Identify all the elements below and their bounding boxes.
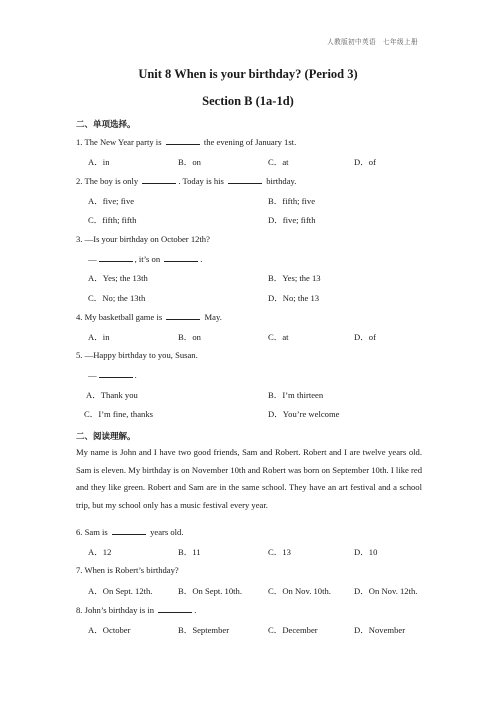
- header-note: 人教版初中英语 七年级上册: [327, 38, 418, 46]
- question-5: [76, 350, 198, 360]
- answer-blank: [166, 136, 200, 145]
- question-8: [76, 604, 196, 615]
- question-4: [76, 311, 222, 322]
- reading-passage: My name is John and I have two good friends, Sam and Robert. Robert and I are twelve years old. Sam is eleven. My birthday is on November 10th and Robert was born on September 10th. I like red and they like green. Robert and Sam are in the same school. They have an art festival and a school trip, but my school only has a music festival every year.: [76, 447, 422, 510]
- question-text: —Is your birthday on October 12th?: [84, 234, 210, 244]
- question-text: birthday.: [266, 176, 297, 186]
- page-title: Unit 8 When is your birthday? (Period 3): [138, 67, 358, 81]
- question-number: 2.: [76, 176, 83, 186]
- option-a: A．five; five: [88, 196, 135, 206]
- answer-blank: [99, 253, 133, 262]
- option-d: D．November: [354, 625, 406, 635]
- option-a: A．in: [88, 157, 110, 167]
- answer-blank: [142, 175, 176, 184]
- question-text: John’s birthday is in: [84, 605, 155, 615]
- question-text: May.: [204, 312, 222, 322]
- answer-blank: [164, 253, 198, 262]
- question-text: .: [194, 605, 197, 615]
- question-text: The boy is only: [84, 176, 139, 186]
- question-number: 3.: [76, 234, 83, 244]
- option-d: D．of: [354, 157, 376, 167]
- option-b: B．11: [178, 547, 201, 557]
- question-text: years old.: [150, 527, 184, 537]
- question-number: 8.: [76, 605, 83, 615]
- page-subtitle: Section B (1a-1d): [202, 94, 294, 108]
- question-text: My basketball game is: [84, 312, 163, 322]
- option-b: B．On Sept. 10th.: [178, 586, 242, 596]
- question-text: the evening of January 1st.: [203, 137, 297, 147]
- dash: —: [88, 370, 97, 380]
- question-2: [76, 175, 296, 186]
- option-a: A．Yes; the 13th: [88, 273, 148, 283]
- option-c: C．I’m fine, thanks: [84, 409, 153, 419]
- option-b: B．on: [178, 332, 201, 342]
- option-b: B．fifth; five: [268, 196, 316, 206]
- answer-blank: [112, 526, 146, 535]
- question-text: Sam is: [84, 527, 108, 537]
- question-number: 6.: [76, 527, 83, 537]
- question-number: 1.: [76, 137, 83, 147]
- question-text: The New Year party is: [84, 137, 162, 147]
- option-c: C．at: [268, 332, 289, 342]
- option-d: D．10: [354, 547, 378, 557]
- question-text: When is Robert’s birthday?: [84, 565, 179, 575]
- question-text: , it’s on: [134, 254, 161, 264]
- question-text: —Happy birthday to you, Susan.: [84, 350, 198, 360]
- option-c: C．13: [268, 547, 291, 557]
- question-3-reply: [88, 253, 202, 264]
- option-a: A．October: [88, 625, 131, 635]
- question-text: . Today is his: [178, 176, 224, 186]
- section-heading-multiple-choice: 二、单项选择。: [76, 120, 136, 130]
- option-a: A．in: [88, 332, 110, 342]
- answer-blank: [99, 369, 133, 378]
- option-b: B．Yes; the 13: [268, 273, 321, 283]
- option-c: C．No; the 13th: [88, 293, 146, 303]
- option-a: A．On Sept. 12th.: [88, 586, 153, 596]
- option-d: D．of: [354, 332, 376, 342]
- option-c: C．December: [268, 625, 318, 635]
- option-d: D．No; the 13: [268, 293, 320, 303]
- question-number: 5.: [76, 350, 83, 360]
- question-number: 4.: [76, 312, 83, 322]
- option-b: B．on: [178, 157, 201, 167]
- dash: —: [88, 254, 97, 264]
- question-6: [76, 526, 184, 537]
- option-a: A．12: [88, 547, 112, 557]
- question-3: [76, 234, 210, 244]
- question-number: 7.: [76, 565, 83, 575]
- option-d: D．On Nov. 12th.: [354, 586, 418, 596]
- answer-blank: [166, 311, 200, 320]
- option-d: D．You’re welcome: [268, 409, 340, 419]
- option-c: C．at: [268, 157, 289, 167]
- section-heading-reading: 二、阅读理解。: [76, 432, 136, 442]
- option-b: B．I’m thirteen: [268, 390, 324, 400]
- answer-blank: [158, 604, 192, 613]
- option-a: A．Thank you: [86, 390, 138, 400]
- question-5-reply: [88, 369, 137, 380]
- option-d: D．five; fifth: [268, 215, 316, 225]
- question-7: [76, 565, 179, 575]
- answer-blank: [228, 175, 262, 184]
- question-1: [76, 136, 296, 147]
- period: .: [134, 370, 137, 380]
- option-c: C．On Nov. 10th.: [268, 586, 331, 596]
- option-c: C．fifth; fifth: [88, 215, 137, 225]
- period: .: [200, 254, 203, 264]
- option-b: B．September: [178, 625, 230, 635]
